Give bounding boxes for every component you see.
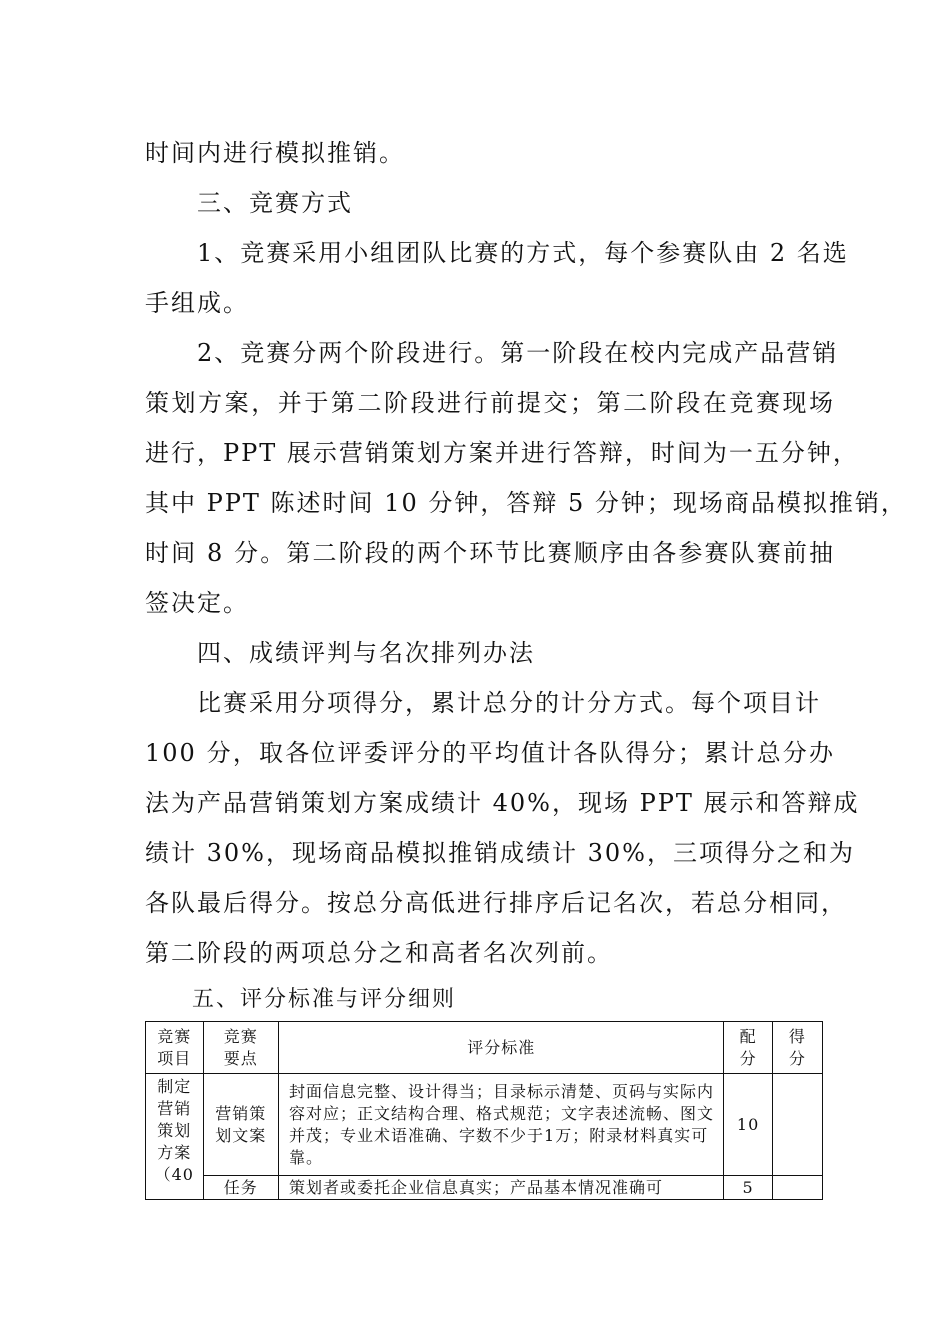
header-score: 配分 xyxy=(724,1022,772,1074)
paragraph-line: 比赛采用分项得分，累计总分的计分方式。每个项目计 xyxy=(197,689,821,717)
paragraph-line: 100 分，取各位评委评分的平均值计各队得分；累计总分办 xyxy=(145,739,835,767)
paragraph-line: 时间内进行模拟推销。 xyxy=(145,139,405,167)
scoring-table xyxy=(145,1021,823,1200)
paragraph-line: 第二阶段的两项总分之和高者名次列前。 xyxy=(145,939,613,967)
cell-point: 任务 xyxy=(203,1176,279,1200)
paragraph-line: 时间 8 分。第二阶段的两个环节比赛顺序由各参赛队赛前抽 xyxy=(145,539,835,567)
cell-got xyxy=(772,1176,822,1200)
cell-criteria: 策划者或委托企业信息真实；产品基本情况准确可 xyxy=(279,1176,724,1200)
header-item: 竞赛项目 xyxy=(146,1022,204,1074)
cell-score: 5 xyxy=(724,1176,772,1200)
paragraph-line: 手组成。 xyxy=(145,289,249,317)
paragraph-line: 签决定。 xyxy=(145,589,249,617)
table-header-row xyxy=(146,1022,823,1074)
cell-item: 制定营销策划方案（40 xyxy=(146,1074,204,1200)
header-got: 得分 xyxy=(772,1022,822,1074)
cell-score: 10 xyxy=(724,1074,772,1176)
paragraph-line: 进行，PPT 展示营销策划方案并进行答辩，时间为一五分钟， xyxy=(145,439,859,467)
cell-got xyxy=(772,1074,822,1176)
cell-criteria: 封面信息完整、设计得当；目录标示清楚、页码与实际内容对应；正文结构合理、格式规范；文字表述流畅、图文并茂；专业术语准确、字数不少于1万；附录材料真实可靠。 xyxy=(279,1074,724,1176)
paragraph-line: 其中 PPT 陈述时间 10 分钟，答辩 5 分钟；现场商品模拟推销， xyxy=(145,489,907,517)
table-row xyxy=(146,1074,823,1176)
paragraph-line: 各队最后得分。按总分高低进行排序后记名次，若总分相同， xyxy=(145,889,847,917)
cell-point: 营销策划文案 xyxy=(203,1074,279,1176)
paragraph-line: 1、竞赛采用小组团队比赛的方式，每个参赛队由 2 名选 xyxy=(197,239,849,267)
section-heading-3: 三、竞赛方式 xyxy=(197,189,353,217)
section-heading-5: 五、评分标准与评分细则 xyxy=(192,987,457,1012)
paragraph-line: 2、竞赛分两个阶段进行。第一阶段在校内完成产品营销 xyxy=(197,339,839,367)
paragraph-line: 策划方案，并于第二阶段进行前提交；第二阶段在竞赛现场 xyxy=(145,389,835,417)
header-point: 竞赛要点 xyxy=(203,1022,279,1074)
section-heading-4: 四、成绩评判与名次排列办法 xyxy=(197,639,535,667)
table-row xyxy=(146,1176,823,1200)
paragraph-line: 绩计 30%，现场商品模拟推销成绩计 30%，三项得分之和为 xyxy=(145,839,855,867)
paragraph-line: 法为产品营销策划方案成绩计 40%，现场 PPT 展示和答辩成 xyxy=(145,789,860,817)
header-criteria: 评分标准 xyxy=(279,1022,724,1074)
